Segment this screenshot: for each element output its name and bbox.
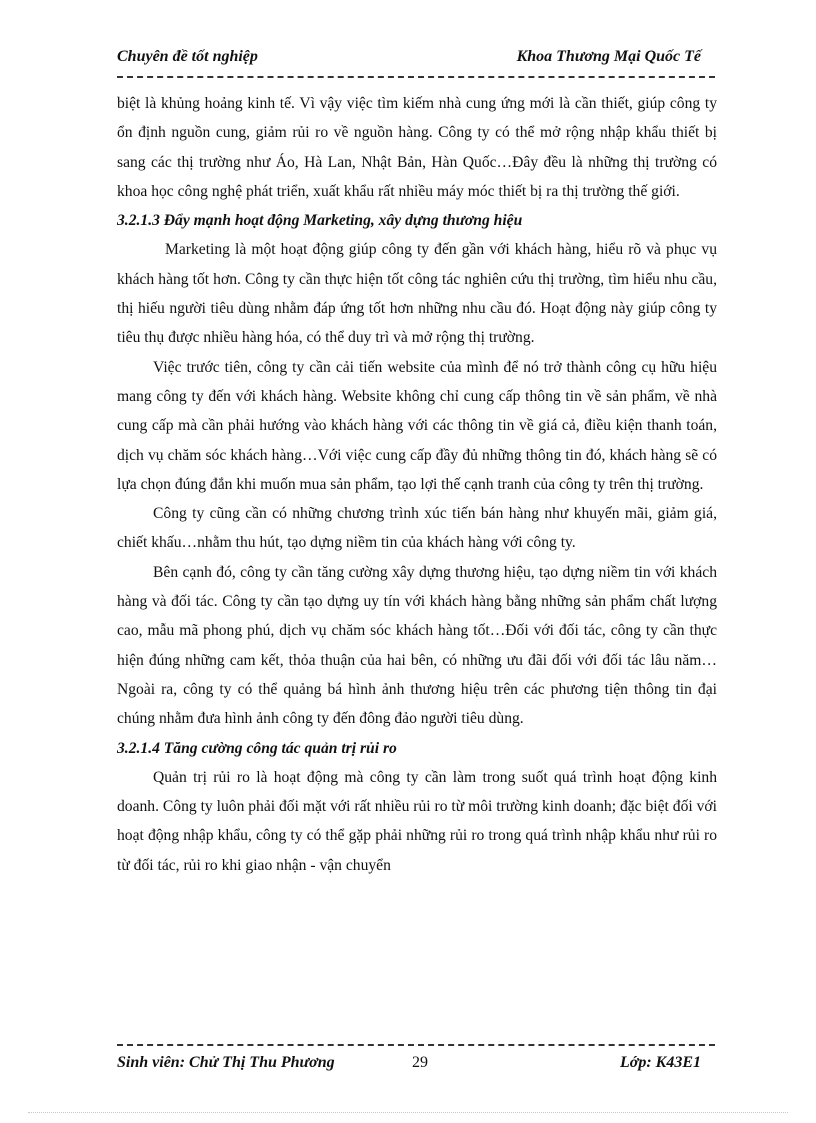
page-edge-line	[28, 1112, 788, 1113]
page-header	[117, 48, 715, 70]
paragraph-branding: Bên cạnh đó, công ty cần tăng cường xây dựng thương hiệu, tạo dựng niềm tin với khách hàng và đối tác. Công ty cần tạo dựng uy tín với khách hàng bằng những sản phẩm chất lượng cao, mẫu mã phong phú, dịch vụ chăm sóc khách hàng tốt…Đối với đối tác, công ty cần thực hiện đúng những cam kết, thỏa thuận của hai bên, có những ưu đãi đối với đối tác lâu năm… Ngoài ra, công ty có thể quảng bá hình ảnh thương hiệu trên các phương tiện thông tin đại chúng nhằm đưa hình ảnh công ty đến đông đảo người tiêu dùng.	[117, 563, 717, 728]
paragraph-marketing-intro: Marketing là một hoạt động giúp công ty đến gần với khách hàng, hiểu rõ và phục vụ khách hàng tốt hơn. Công ty cần thực hiện tốt công tác nghiên cứu thị trường, tìm hiểu nhu cầu, thị hiếu người tiêu dùng nhằm đáp ứng tốt hơn những nhu cầu đó. Hoạt động này giúp công ty tiêu thụ được nhiều hàng hóa, có thể duy trì và mở rộng thị trường.	[117, 241, 717, 347]
section-heading-marketing: 3.2.1.3 Đẩy mạnh hoạt động Marketing, xây dựng thương hiệu	[117, 212, 523, 230]
footer-student-name: Sinh viên: Chử Thị Thu Phương	[117, 1054, 335, 1071]
page-body	[117, 89, 717, 880]
paragraph-import-markets: biệt là khủng hoảng kinh tế. Vì vậy việc tìm kiếm nhà cung ứng mới là cần thiết, giúp công ty ổn định nguồn cung, giảm rủi ro về nguồn hàng. Công ty có thể mở rộng nhập khẩu thiết bị sang các thị trường như Áo, Hà Lan, Nhật Bản, Hàn Quốc…Đây đều là những thị trường có khoa học công nghệ phát triển, xuất khẩu rất nhiều máy móc thiết bị ra thị trường thế giới.	[117, 95, 717, 200]
footer-divider	[117, 1044, 715, 1046]
header-divider	[117, 76, 715, 78]
paragraph-promotion: Công ty cũng cần có những chương trình xúc tiến bán hàng như khuyến mãi, giảm giá, chiết khấu…nhằm thu hút, tạo dựng niềm tin của khách hàng với công ty.	[117, 505, 717, 552]
section-heading-risk-management: 3.2.1.4 Tăng cường công tác quản trị rủi ro	[117, 739, 397, 757]
page-number: 29	[412, 1054, 428, 1071]
paragraph-risk-management: Quản trị rủi ro là hoạt động mà công ty cần làm trong suốt quá trình hoạt động kinh doanh. Công ty luôn phải đối mặt với rất nhiều rủi ro từ môi trường kinh doanh; đặc biệt đối với hoạt động nhập khẩu, công ty có thể gặp phải những rủi ro trong quá trình nhập khẩu như rủi ro từ đối tác, rủi ro khi giao nhận - vận chuyển	[117, 768, 717, 874]
header-faculty: Khoa Thương Mại Quốc Tế	[516, 48, 701, 65]
header-thesis-title: Chuyên đề tốt nghiệp	[117, 48, 258, 65]
page-footer	[117, 1054, 715, 1078]
footer-class: Lớp: K43E1	[619, 1054, 701, 1071]
paragraph-website: Việc trước tiên, công ty cần cải tiến website của mình để nó trở thành công cụ hữu hiệu mang công ty đến với khách hàng. Website không chỉ cung cấp thông tin về sản phẩm, về nhà cung cấp mà cần phải hướng vào khách hàng với các thông tin về giá cả, điều kiện thanh toán, dịch vụ chăm sóc khách hàng…Với việc cung cấp đầy đủ những thông tin đó, khách hàng sẽ có lựa chọn đúng đắn khi muốn mua sản phẩm, tạo lợi thế cạnh tranh của công ty trên thị trường.	[117, 358, 717, 493]
